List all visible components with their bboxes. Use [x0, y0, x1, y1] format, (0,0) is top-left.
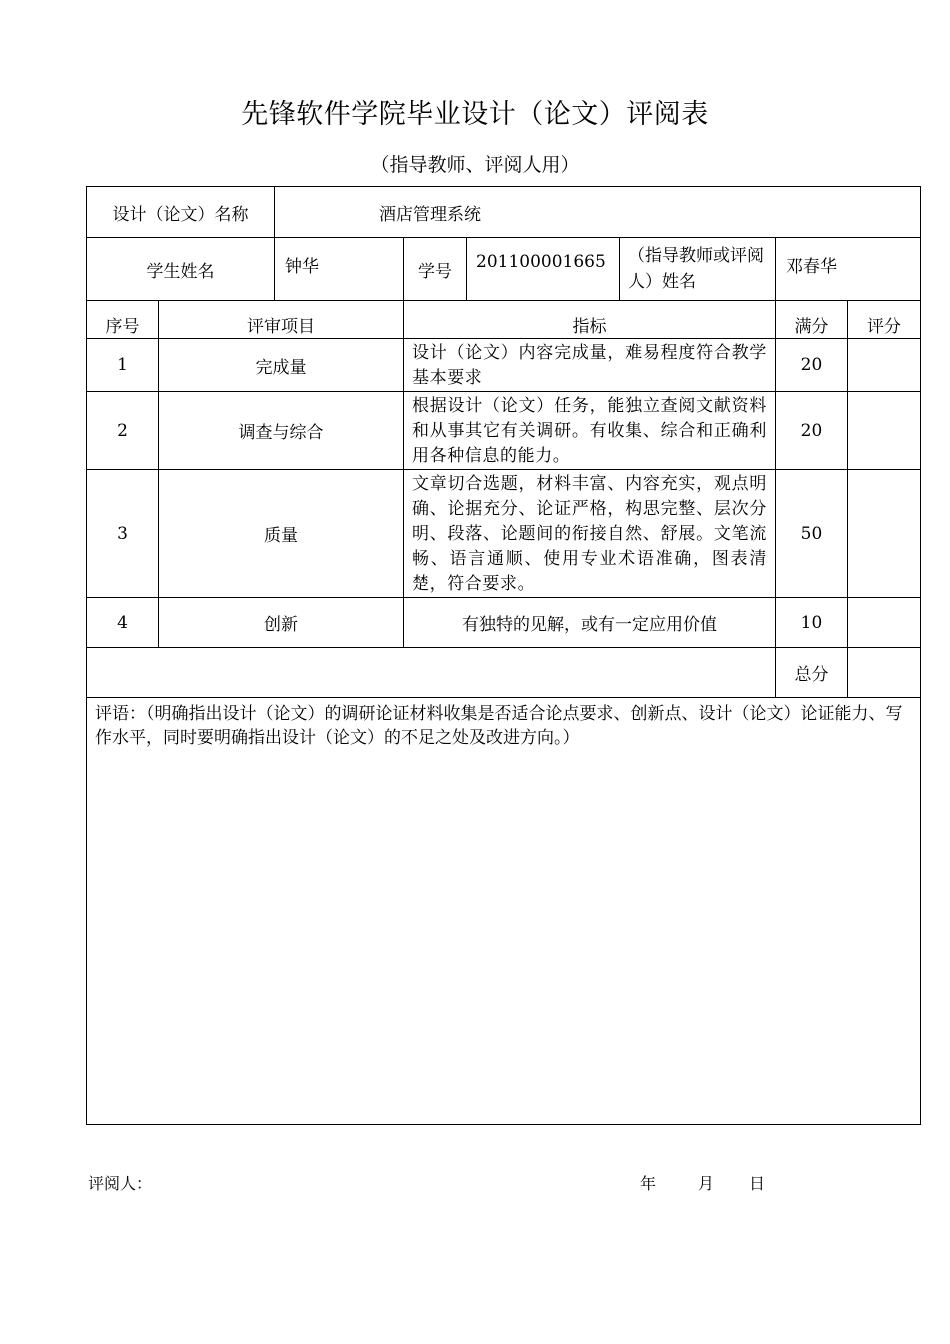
thesis-name-row — [87, 187, 921, 238]
total-row — [87, 648, 921, 698]
row-score-cell[interactable] — [848, 470, 921, 598]
row-criteria: 文章切合选题，材料丰富、内容充实，观点明确、论据充分、论证严格，构思完整、层次分明、段落、论题间的衔接自然、舒展。文笔流畅、语言通顺、使用专业术语准确，图表清楚，符合要求。 — [404, 470, 776, 598]
footer-reviewer-label: 评阅人： — [88, 1174, 153, 1193]
column-header-criteria: 指标 — [404, 301, 776, 339]
thesis-name-value[interactable]: 酒店管理系统 — [275, 187, 921, 238]
row-item: 创新 — [159, 598, 404, 648]
student-name-label: 学生姓名 — [87, 238, 275, 301]
reviewer-name-value[interactable]: 邓春华 — [776, 238, 921, 301]
row-item: 完成量 — [159, 339, 404, 392]
footer-day-label: 日 — [749, 1174, 766, 1193]
row-full-score: 50 — [776, 470, 848, 598]
table-row — [87, 598, 921, 648]
row-item: 调查与综合 — [159, 392, 404, 470]
row-criteria: 设计（论文）内容完成量，难易程度符合教学基本要求 — [404, 339, 776, 392]
student-id-label: 学号 — [404, 238, 467, 301]
total-score-cell[interactable] — [848, 648, 921, 698]
row-score-cell[interactable] — [848, 598, 921, 648]
row-index: 2 — [87, 392, 159, 470]
page-title: 先锋软件学院毕业设计（论文）评阅表 — [241, 99, 709, 130]
total-label: 总分 — [776, 648, 848, 698]
row-score-cell[interactable] — [848, 339, 921, 392]
column-header-row — [87, 301, 921, 339]
table-row — [87, 392, 921, 470]
review-form-table — [86, 186, 921, 1125]
footer-year-label: 年 — [640, 1174, 657, 1193]
row-index: 4 — [87, 598, 159, 648]
table-row — [87, 339, 921, 392]
table-row — [87, 470, 921, 598]
comment-box[interactable]: 评语：（明确指出设计（论文）的调研论证材料收集是否适合论点要求、创新点、设计（论文）论证能力、写作水平，同时要明确指出设计（论文）的不足之处及改进方向。） — [87, 698, 921, 1125]
column-header-full-score: 满分 — [776, 301, 848, 339]
student-info-row — [87, 238, 921, 301]
comment-row — [87, 698, 921, 1125]
reviewer-name-label: （指导教师或评阅人）姓名 — [620, 238, 776, 301]
row-full-score: 20 — [776, 392, 848, 470]
row-index: 3 — [87, 470, 159, 598]
column-header-index: 序号 — [87, 301, 159, 339]
row-full-score: 20 — [776, 339, 848, 392]
row-item: 质量 — [159, 470, 404, 598]
footer-month-label: 月 — [698, 1174, 715, 1193]
page-subtitle: （指导教师、评阅人用） — [370, 154, 580, 176]
column-header-score: 评分 — [848, 301, 921, 339]
row-criteria: 有独特的见解，或有一定应用价值 — [404, 598, 776, 648]
row-full-score: 10 — [776, 598, 848, 648]
row-criteria: 根据设计（论文）任务，能独立查阅文献资料和从事其它有关调研。有收集、综合和正确利用各种信息的能力。 — [404, 392, 776, 470]
student-name-value[interactable]: 钟华 — [275, 238, 404, 301]
student-id-value[interactable]: 201100001665 — [467, 238, 620, 301]
row-score-cell[interactable] — [848, 392, 921, 470]
column-header-item: 评审项目 — [159, 301, 404, 339]
row-index: 1 — [87, 339, 159, 392]
total-spacer — [87, 648, 776, 698]
thesis-name-label: 设计（论文）名称 — [87, 187, 275, 238]
